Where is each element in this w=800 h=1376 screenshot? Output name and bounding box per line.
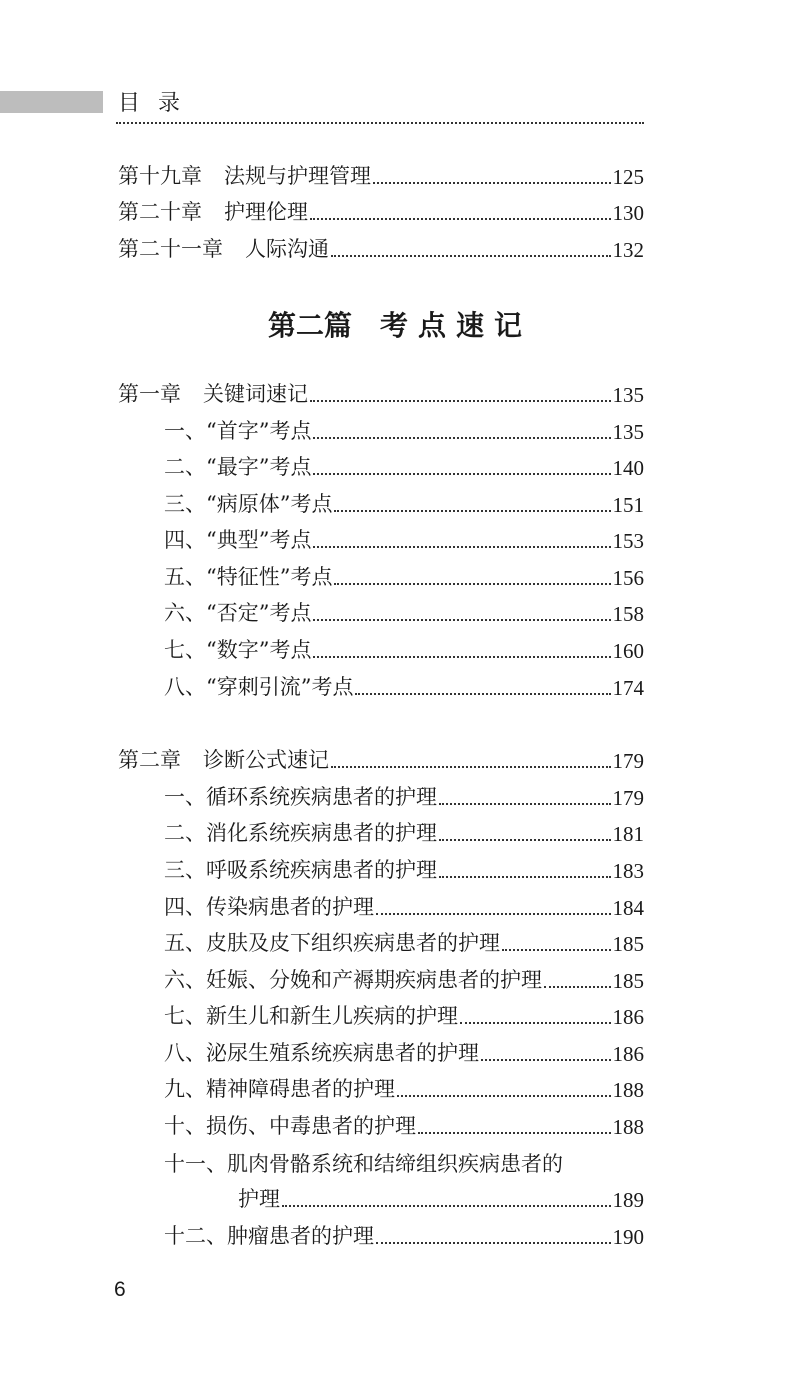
- dot-leader: [334, 583, 610, 585]
- chapter-number: 第一章: [118, 382, 181, 406]
- page-ref: 185: [612, 932, 644, 956]
- dot-leader: [355, 693, 610, 695]
- page-ref: 135: [612, 420, 644, 444]
- page-ref: 179: [612, 786, 644, 810]
- dot-leader: [282, 1205, 611, 1207]
- section-label: 八、“穿刺引流”考点: [164, 675, 354, 699]
- page-ref: 130: [612, 201, 644, 225]
- section-label: 五、皮肤及皮下组织疾病患者的护理: [164, 931, 500, 955]
- toc-entry-section[interactable]: [164, 998, 644, 1030]
- chapter-number: 第二十一章: [118, 237, 223, 261]
- section-label: 九、精神障碍患者的护理: [164, 1077, 395, 1101]
- dot-leader: [313, 546, 610, 548]
- page-ref: 156: [612, 566, 644, 590]
- section-label: 六、妊娠、分娩和产褥期疾病患者的护理: [164, 968, 542, 992]
- dot-leader: [439, 803, 611, 805]
- dot-leader: [331, 255, 611, 257]
- toc-entry-section[interactable]: [164, 522, 644, 554]
- chapter-title: 护理伦理: [224, 200, 308, 224]
- page-ref: 186: [612, 1005, 644, 1029]
- dot-leader: [310, 400, 611, 402]
- page-ref: 179: [612, 749, 644, 773]
- chapter-number: 第十九章: [118, 164, 202, 188]
- toc-entry-section[interactable]: [164, 925, 644, 957]
- chapter-number: 第二章: [118, 748, 181, 772]
- chapter-title: 关键词速记: [203, 382, 308, 406]
- header-dotted-rule: [116, 122, 644, 124]
- toc-entry-section[interactable]: [164, 889, 644, 921]
- toc-entry-section-continued[interactable]: [238, 1181, 644, 1213]
- toc-entry-section[interactable]: [164, 595, 644, 627]
- page-ref: 132: [612, 238, 644, 262]
- toc-entry-chapter-21[interactable]: [118, 231, 644, 263]
- part-heading: 考点速记: [380, 309, 533, 342]
- toc-entry-section[interactable]: [164, 559, 644, 591]
- chapter-number: 第二十章: [118, 200, 202, 224]
- toc-entry-section[interactable]: [164, 815, 644, 847]
- toc-entry-section[interactable]: [164, 1035, 644, 1067]
- toc-entry-chapter-19[interactable]: [118, 158, 644, 190]
- toc-entry-section[interactable]: [164, 669, 644, 701]
- page-ref: 135: [612, 383, 644, 407]
- header-grey-bar: [0, 91, 103, 113]
- chapter-title: 法规与护理管理: [224, 164, 371, 188]
- dot-leader: [460, 1022, 611, 1024]
- dot-leader: [376, 913, 611, 915]
- toc-entry-section[interactable]: [164, 1108, 644, 1140]
- page-ref: 188: [612, 1078, 644, 1102]
- page-ref: 140: [612, 456, 644, 480]
- toc-entry-chapter-20[interactable]: [118, 194, 644, 226]
- dot-leader: [418, 1132, 611, 1134]
- toc-entry-section[interactable]: [164, 486, 644, 518]
- dot-leader: [313, 656, 610, 658]
- dot-leader: [502, 949, 611, 951]
- page-ref: 181: [612, 822, 644, 846]
- section-label: 五、“特征性”考点: [164, 565, 333, 589]
- section-label: 三、呼吸系统疾病患者的护理: [164, 858, 437, 882]
- toc-entry-section[interactable]: [164, 852, 644, 884]
- dot-leader: [544, 986, 611, 988]
- chapter-title: 人际沟通: [245, 237, 329, 261]
- toc-entry-chapter-1[interactable]: [118, 376, 644, 408]
- dot-leader: [439, 839, 611, 841]
- page-ref: 183: [612, 859, 644, 883]
- page-ref: 189: [612, 1188, 644, 1212]
- chapter-title: 诊断公式速记: [203, 748, 329, 772]
- toc-entry-section[interactable]: [164, 413, 644, 445]
- section-label: 四、传染病患者的护理: [164, 895, 374, 919]
- toc-entry-section[interactable]: [164, 449, 644, 481]
- dot-leader: [334, 510, 610, 512]
- page-ref: 174: [612, 676, 644, 700]
- section-label: 十二、肿瘤患者的护理: [164, 1224, 374, 1248]
- dot-leader: [397, 1095, 611, 1097]
- toc-entry-section[interactable]: [164, 632, 644, 664]
- dot-leader: [313, 437, 610, 439]
- page-ref: 190: [612, 1225, 644, 1249]
- dot-leader: [310, 218, 611, 220]
- running-header-title: 目录: [118, 91, 199, 116]
- section-label: 六、“否定”考点: [164, 601, 312, 625]
- part-label: 第二篇: [267, 309, 352, 342]
- page-ref: 125: [612, 165, 644, 189]
- section-label: 四、“典型”考点: [164, 528, 312, 552]
- page-ref: 184: [612, 896, 644, 920]
- page-ref: 151: [612, 493, 644, 517]
- section-label: 一、“首字”考点: [164, 419, 312, 443]
- page-ref: 188: [612, 1115, 644, 1139]
- page-ref: 185: [612, 969, 644, 993]
- page-ref: 186: [612, 1042, 644, 1066]
- toc-entry-section[interactable]: [164, 962, 644, 994]
- page-ref: 160: [612, 639, 644, 663]
- section-label: 二、消化系统疾病患者的护理: [164, 821, 437, 845]
- section-label: 十、损伤、中毒患者的护理: [164, 1114, 416, 1138]
- section-label: 二、“最字”考点: [164, 455, 312, 479]
- toc-entry-chapter-2[interactable]: [118, 742, 644, 774]
- section-label: 七、新生儿和新生儿疾病的护理: [164, 1004, 458, 1028]
- toc-entry-section[interactable]: [164, 1218, 644, 1250]
- dot-leader: [331, 766, 611, 768]
- dot-leader: [373, 182, 611, 184]
- section-label: 七、“数字”考点: [164, 638, 312, 662]
- section-label: 八、泌尿生殖系统疾病患者的护理: [164, 1041, 479, 1065]
- dot-leader: [313, 473, 610, 475]
- toc-entry-section[interactable]: [164, 1071, 644, 1103]
- section-label: 一、循环系统疾病患者的护理: [164, 785, 437, 809]
- section-label-line2: 护理: [238, 1187, 280, 1211]
- part-title: [0, 304, 800, 344]
- dot-leader: [376, 1242, 611, 1244]
- toc-entry-section[interactable]: [164, 779, 644, 811]
- section-label: 三、“病原体”考点: [164, 492, 333, 516]
- dot-leader: [439, 876, 611, 878]
- page-number: 6: [114, 1278, 126, 1301]
- dot-leader: [481, 1059, 611, 1061]
- page-ref: 158: [612, 602, 644, 626]
- dot-leader: [313, 619, 610, 621]
- page-ref: 153: [612, 529, 644, 553]
- section-label-line1[interactable]: 十一、肌肉骨骼系统和结缔组织疾病患者的: [164, 1152, 563, 1176]
